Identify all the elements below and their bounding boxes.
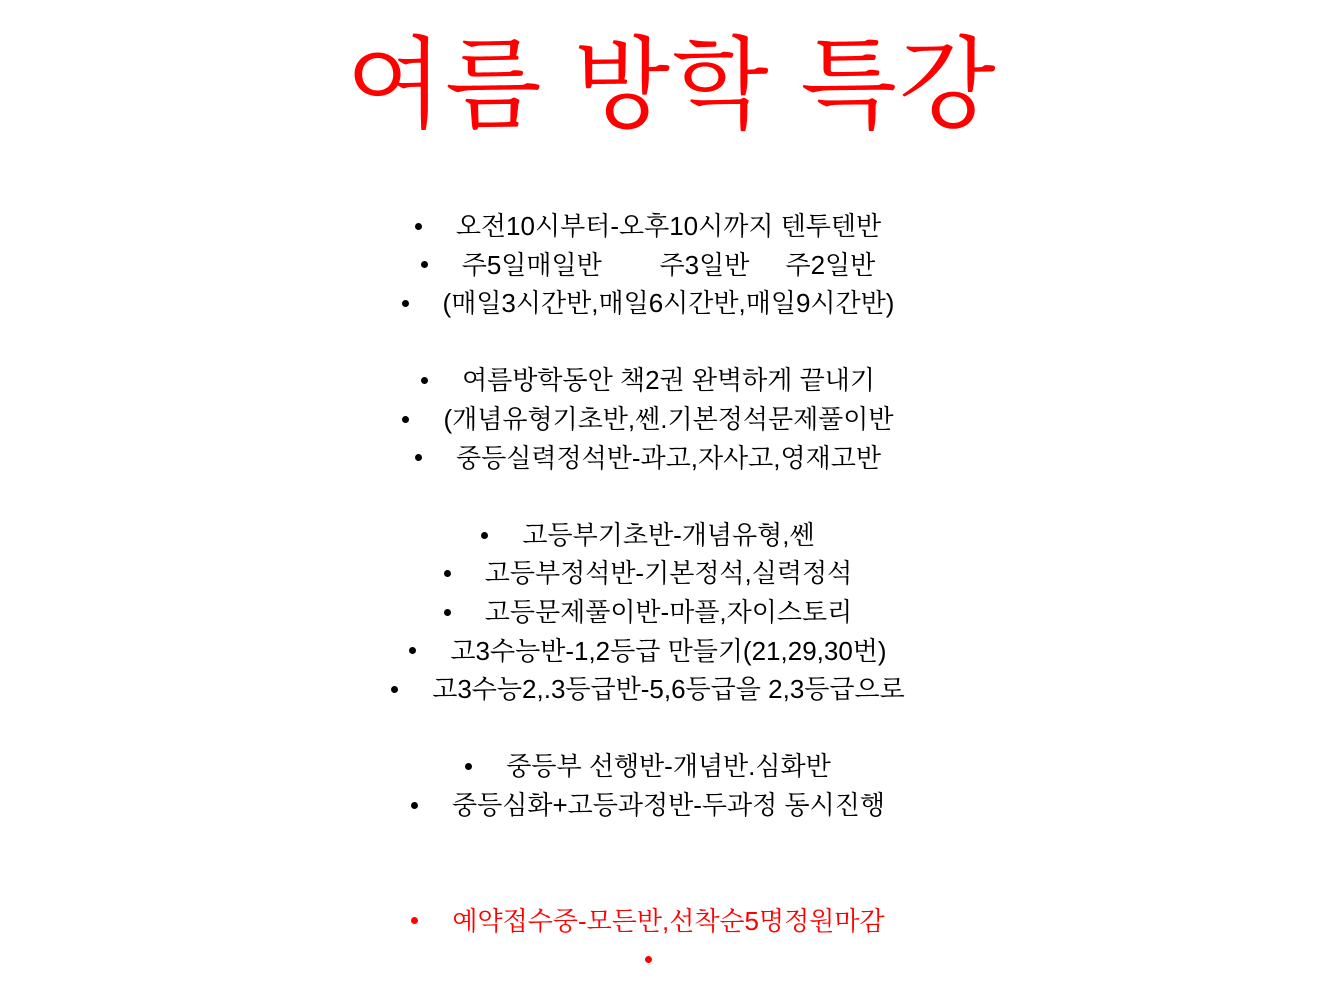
bullet-item-text: 중등실력정석반-과고,자사고,영재고반	[456, 442, 881, 473]
bullet-item	[0, 632, 1320, 671]
bullet-item	[0, 747, 1320, 786]
bullet-item	[0, 361, 1320, 400]
bullet-icon	[444, 609, 451, 616]
blank-line	[0, 477, 1320, 516]
bullet-item	[0, 593, 1320, 632]
bullet-icon	[421, 377, 428, 384]
bullet-item-text: 고등문제풀이반-마플,자이스토리	[484, 596, 853, 627]
bullet-item-empty	[0, 940, 1320, 979]
bullet-item	[0, 246, 1320, 285]
notice-text: 예약접수중-모든반,선착순5명정원마감	[452, 905, 885, 936]
blank-line	[0, 323, 1320, 362]
bullet-item-text: 고3수능2,.3등급반-5,6등급을 2,3등급으로	[432, 674, 905, 705]
bullet-icon	[411, 917, 418, 924]
bullet-item	[0, 284, 1320, 323]
bullet-item-text: 오전10시부터-오후10시까지 텐투텐반	[455, 211, 882, 241]
slide-title: 여름 방학 특강	[346, 29, 998, 141]
bullet-icon	[415, 223, 422, 230]
bullet-item	[0, 439, 1320, 478]
bullet-icon	[421, 261, 428, 268]
bullet-item-text: (매일3시간반,매일6시간반,매일9시간반)	[442, 288, 895, 319]
bullet-item	[0, 786, 1320, 825]
bullet-icon	[409, 647, 416, 654]
bullet-icon	[391, 686, 398, 693]
bullet-item-text: 중등부 선행반-개념반.심화반	[506, 751, 831, 782]
bullet-item	[0, 400, 1320, 439]
blank-line	[0, 709, 1320, 748]
bullet-icon	[415, 454, 422, 461]
bullet-item	[0, 554, 1320, 593]
bullet-item-text: 고등부기초반-개념유형,쎈	[522, 519, 815, 550]
bullet-item-text: (개념유형기초반,쎈.기본정석문제풀이반	[443, 403, 894, 434]
bullet-item-text: 고등부정석반-기본정석,실력정석	[484, 558, 853, 589]
bullet-item-text: 고3수능반-1,2등급 만들기(21,29,30번)	[450, 635, 887, 666]
bullet-icon	[645, 956, 652, 963]
bullet-item-text: 주5일매일반 주3일반 주2일반	[461, 249, 876, 280]
bullet-icon	[444, 570, 451, 577]
bullet-icon	[402, 416, 409, 423]
bullet-item-text: 여름방학동안 책2권 완벽하게 끝내기	[462, 365, 875, 396]
bullet-icon	[411, 802, 418, 809]
blank-line	[0, 863, 1320, 902]
bullet-item	[0, 516, 1320, 555]
bullet-icon	[402, 300, 409, 307]
bullet-list	[0, 207, 1320, 979]
bullet-item	[0, 670, 1320, 709]
blank-line	[0, 825, 1320, 864]
bullet-item-notice	[0, 902, 1320, 941]
bullet-icon	[481, 532, 488, 539]
bullet-item	[0, 207, 1320, 246]
bullet-icon	[465, 763, 472, 770]
bullet-item-text: 중등심화+고등과정반-두과정 동시진행	[452, 789, 885, 820]
